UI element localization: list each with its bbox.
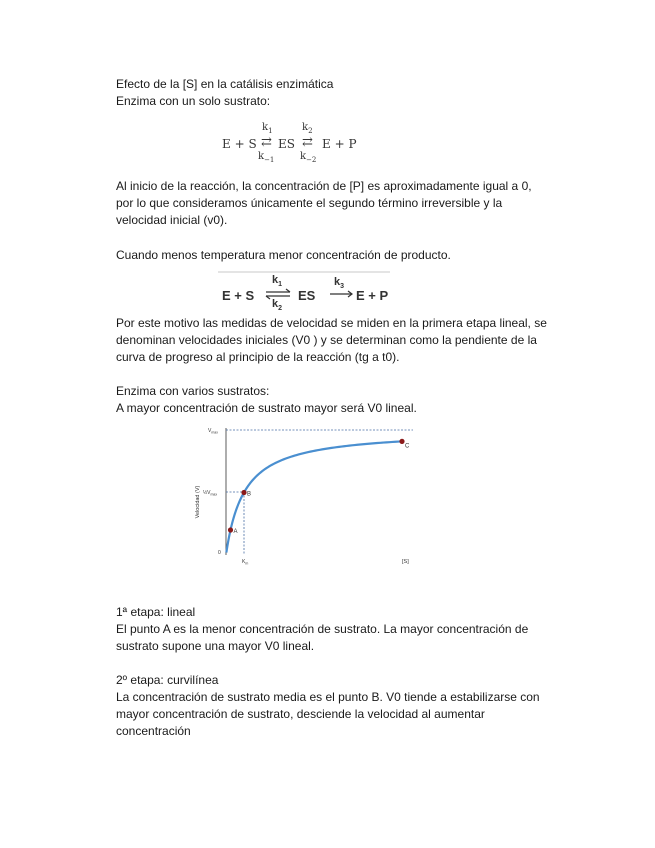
text-line: Al inicio de la reacción, la concentración de [P] es aproximadamente igual a 0, [116,179,532,193]
y-tick-half-vmax: $\frac{1}{2}V_{max}$ [203,490,218,497]
text-line: sustrato supone una mayor V0 lineal. [116,639,315,653]
data-points [228,439,410,535]
eq1-k-2: $k_{-2}$ [300,151,317,164]
eq2-k2: $k_2$ [272,298,283,313]
text-line: A mayor concentración de sustrato mayor será V0 lineal. [116,401,417,415]
y-axis-label: Velocidad (V) [195,485,201,519]
velocity-curve [226,441,402,552]
equation-reversible [222,120,382,166]
heading-block [116,76,596,110]
subtitle-single-substrate: Enzima con un solo sustrato: [116,94,271,108]
subtitle-multi-substrate: Enzima con varios sustratos: [116,384,270,398]
michaelis-menten-chart [188,420,420,570]
text-line: Por este motivo las medidas de velocidad se miden en la primera etapa lineal, se [116,316,547,330]
eq1-k1: $k_1$ [262,122,273,135]
section-linear [116,604,596,655]
data-point-b [241,490,246,495]
origin-label: 0 [218,550,221,556]
data-point-label-b: B [247,491,252,498]
eq2-k1: $k_1$ [272,274,283,289]
text-line: concentración [116,724,191,738]
eq1-products: E + P [322,137,357,151]
data-point-a [228,527,233,532]
text-line: curva de progreso al principio de la reacción (tg a t0). [116,350,400,364]
eq1-arrow-2: ⇄ [302,135,313,150]
text-line: mayor concentración de sustrato, desciende la velocidad al aumentar [116,707,485,721]
paragraph-temperature: Cuando menos temperatura menor concentración de producto. [116,248,451,262]
paragraph-initial-velocity [116,315,596,366]
section-linear-title: 1ª etapa: lineal [116,605,196,619]
equation-irreversible [218,271,390,311]
section-curvilinear-title: 2º etapa: curvilínea [116,673,219,687]
section-curvilinear [116,672,596,740]
text-line: denominan velocidades iniciales (V0 ) y se determinan como la pendiente de la [116,333,537,347]
eq1-k2: $k_2$ [302,122,313,135]
eq1-arrow-1: ⇄ [261,135,272,150]
eq1-complex: ES [278,137,295,151]
text-line: La concentración de sustrato media es el punto B. V0 tiende a estabilizarse con [116,690,540,704]
data-point-c [399,439,404,444]
eq1-reactants: E + S [222,137,257,151]
eq1-k-1: $k_{-1}$ [258,151,275,164]
text-line: velocidad inicial (v0). [116,213,228,227]
eq2-reactants: E + S [222,288,255,303]
eq2-products: E + P [356,288,389,303]
text-line: por lo que consideramos únicamente el segundo término irreversible y la [116,196,503,210]
eq2-complex: ES [298,288,316,303]
paragraph-initial-reaction [116,178,596,229]
text-line: El punto A es la menor concentración de sustrato. La mayor concentración de [116,622,529,636]
data-point-label-c: C [405,443,410,450]
paragraph-multi-substrate [116,383,596,417]
eq2-k3: $k_3$ [334,276,345,291]
page-title: Efecto de la [S] en la catálisis enzimática [116,77,334,91]
x-axis-label: [S] [402,559,409,565]
y-tick-vmax: $V_{max}$ [208,428,218,435]
x-tick-km: $K_m$ [242,559,249,566]
data-point-label-a: A [233,529,238,535]
